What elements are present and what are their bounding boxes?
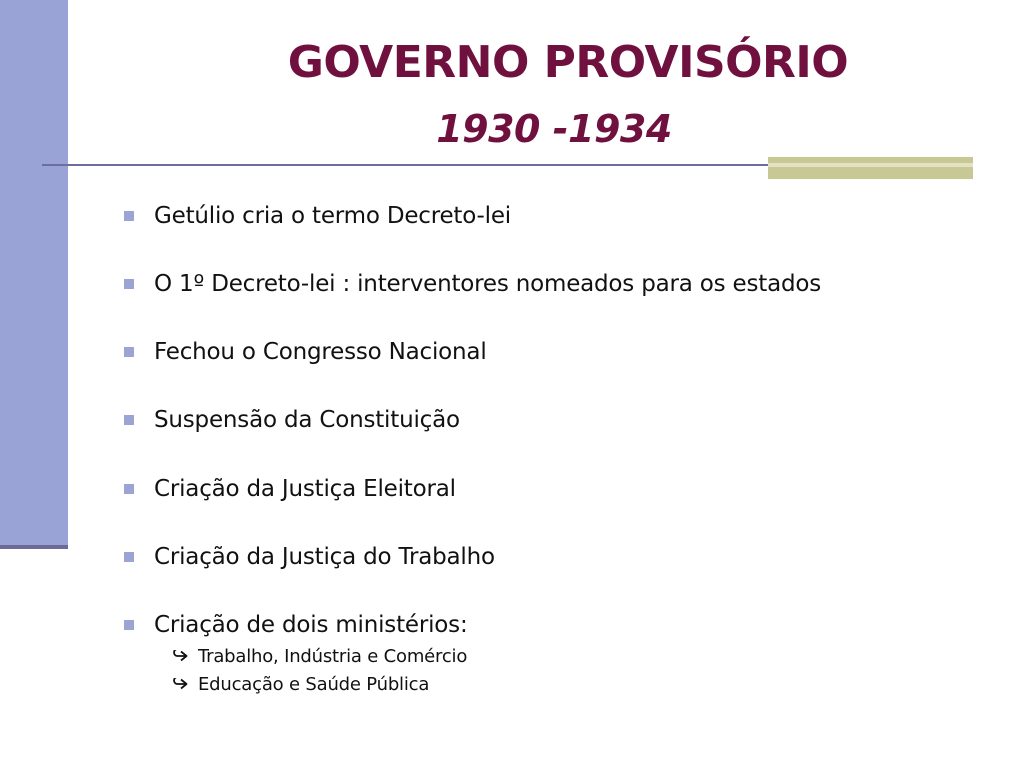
square-bullet-icon bbox=[124, 552, 134, 562]
bullet-item bbox=[124, 469, 456, 509]
bullet-text: Getúlio cria o termo Decreto-lei bbox=[154, 203, 511, 229]
arrow-right-icon bbox=[172, 650, 188, 662]
bullet-text: Criação da Justiça Eleitoral bbox=[154, 476, 456, 502]
bullet-item bbox=[124, 196, 511, 236]
sub-bullet-item bbox=[172, 644, 467, 668]
square-bullet-icon bbox=[124, 211, 134, 221]
bullet-text: Criação de dois ministérios: bbox=[154, 612, 468, 638]
square-bullet-icon bbox=[124, 415, 134, 425]
bullet-item bbox=[124, 605, 468, 645]
square-bullet-icon bbox=[124, 484, 134, 494]
bullet-item bbox=[124, 537, 495, 577]
arrow-right-icon bbox=[172, 678, 188, 690]
sub-bullet-item bbox=[172, 672, 429, 696]
bullet-text: Suspensão da Constituição bbox=[154, 407, 460, 433]
bullet-text: Criação da Justiça do Trabalho bbox=[154, 544, 495, 570]
bullet-item bbox=[124, 400, 460, 440]
sub-bullet-text: Educação e Saúde Pública bbox=[198, 673, 430, 695]
square-bullet-icon bbox=[124, 279, 134, 289]
bullet-text: Fechou o Congresso Nacional bbox=[154, 339, 487, 365]
accent-bar bbox=[768, 157, 973, 179]
side-decoration-bar bbox=[0, 0, 68, 545]
square-bullet-icon bbox=[124, 620, 134, 630]
sub-bullet-text: Trabalho, Indústria e Comércio bbox=[198, 645, 468, 667]
bullet-item bbox=[124, 264, 821, 304]
bullet-item bbox=[124, 332, 487, 372]
square-bullet-icon bbox=[124, 347, 134, 357]
slide-title: GOVERNO PROVISÓRIO bbox=[287, 37, 849, 88]
bullet-text: O 1º Decreto-lei : interventores nomeados para os estados bbox=[154, 271, 822, 297]
side-decoration-bar-edge bbox=[0, 545, 68, 549]
slide-subtitle: 1930 -1934 bbox=[436, 107, 672, 151]
